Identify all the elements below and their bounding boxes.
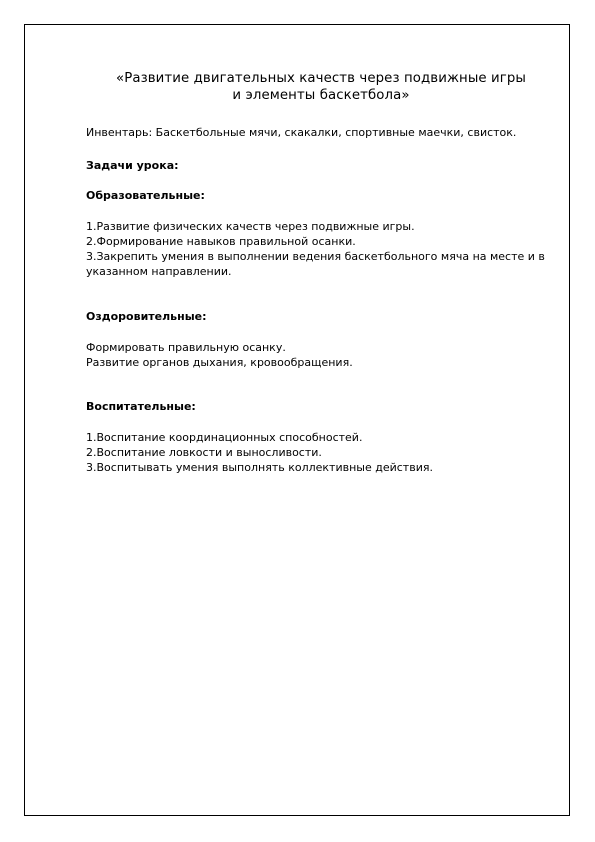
section-spacing	[86, 279, 556, 309]
upbringing-heading: Воспитательные:	[86, 400, 196, 413]
educational-task-2: 2.Формирование навыков правильной осанки.	[86, 235, 356, 248]
educational-task-list	[86, 219, 556, 279]
upbringing-task-list	[86, 430, 556, 475]
educational-task-1: 1.Развитие физических качеств через подвижные игры.	[86, 220, 415, 233]
educational-section	[86, 188, 556, 279]
upbringing-task-2: 2.Воспитание ловкости и выносливости.	[86, 446, 322, 459]
health-task-1: Формировать правильную осанку.	[86, 341, 286, 354]
health-task-list	[86, 340, 556, 370]
title-line-1: «Развитие двигательных качеств через подвижные игры	[115, 71, 527, 86]
document-content	[86, 70, 556, 475]
lesson-tasks-heading: Задачи урока:	[86, 159, 179, 172]
educational-task-3: 3.Закрепить умения в выполнении ведения баскетбольного мяча на месте и в указанном направлении.	[86, 250, 545, 278]
educational-heading: Образовательные:	[86, 189, 205, 202]
health-section	[86, 309, 556, 370]
health-heading: Оздоровительные:	[86, 310, 207, 323]
upbringing-task-1: 1.Воспитание координационных способностей.	[86, 431, 363, 444]
inventory-text: Инвентарь: Баскетбольные мячи, скакалки, спортивные маечки, свисток.	[86, 126, 517, 139]
health-task-2: Развитие органов дыхания, кровообращения.	[86, 356, 353, 369]
upbringing-task-3: 3.Воспитывать умения выполнять коллективные действия.	[86, 461, 433, 474]
title-line-2: и элементы баскетбола»	[232, 88, 410, 103]
document-title	[86, 70, 556, 104]
section-spacing	[86, 370, 556, 399]
upbringing-section	[86, 399, 556, 475]
